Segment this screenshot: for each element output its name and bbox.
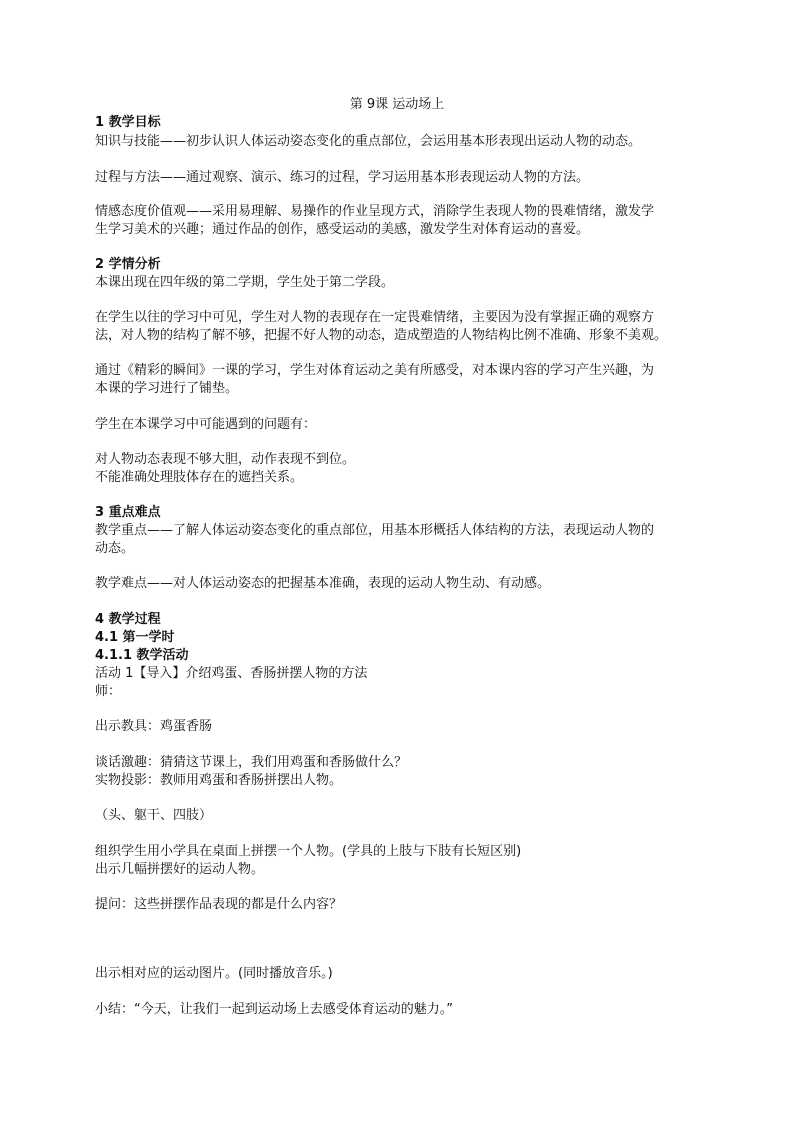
problem-item-2: 不能准确处理肢体存在的遮挡关系。 — [95, 470, 304, 485]
activity-line-summary: 小结：“今天，让我们一起到运动场上去感受体育运动的魅力。” — [95, 1002, 453, 1017]
activity-title: 活动 1【导入】介绍鸡蛋、香肠拼摆人物的方法 — [95, 666, 368, 681]
paragraph-key-point-line1: 教学重点——了解人体运动姿态变化的重点部位，用基本形概括人体结构的方法，表现运动人物的 — [95, 523, 655, 538]
paragraph-process-methods: 过程与方法——通过观察、演示、练习的过程，学习运用基本形表现运动人物的方法。 — [95, 170, 590, 185]
activity-line-projection: 实物投影：教师用鸡蛋和香肠拼摆出人物。 — [95, 773, 343, 788]
activity-line-talk: 谈话激趣：猜猜这节课上，我们用鸡蛋和香肠做什么？ — [95, 755, 408, 770]
paragraph-analysis-2-line1: 在学生以往的学习中可见，学生对人物的表现存在一定畏难情绪，主要因为没有掌握正确的观察方 — [95, 310, 655, 325]
paragraph-analysis-3-line1: 通过《精彩的瞬间》一课的学习，学生对体育运动之美有所感受，对本课内容的学习产生兴趣，为 — [95, 363, 655, 378]
activity-line-body-parts: （头、躯干、四肢） — [95, 808, 213, 823]
activity-line-show-examples: 出示几幅拼摆好的运动人物。 — [95, 862, 265, 877]
activity-line-student-arrange: 组织学生用小学具在桌面上拼摆一个人物。(学具的上肢与下肢有长短区别) — [95, 844, 522, 859]
paragraph-emotion-line1: 情感态度价值观——采用易理解、易操作的作业呈现方式，消除学生表现人物的畏难情绪，激发学 — [95, 204, 655, 219]
activity-line-question: 提问：这些拼摆作品表现的都是什么内容？ — [95, 897, 343, 912]
section-heading-process: 4 教学过程 — [95, 612, 161, 627]
activity-line-show-pictures: 出示相对应的运动图片。(同时播放音乐。) — [95, 966, 333, 981]
section-heading-objectives: 1 教学目标 — [95, 115, 161, 130]
subsection-heading-activities: 4.1.1 教学活动 — [95, 648, 189, 663]
teacher-label: 师： — [95, 684, 122, 699]
paragraph-knowledge-skills: 知识与技能——初步认识人体运动姿态变化的重点部位，会运用基本形表现出运动人物的动态。 — [95, 134, 642, 149]
page-title: 第 9课 运动场上 — [349, 97, 445, 112]
paragraph-analysis-4: 学生在本课学习中可能遇到的问题有： — [95, 417, 317, 432]
paragraph-difficulty: 教学难点——对人体运动姿态的把握基本准确，表现的运动人物生动、有动感。 — [95, 576, 551, 591]
paragraph-analysis-2-line2: 法，对人物的结构了解不够，把握不好人物的动态，造成塑造的人物结构比例不准确、形象不美观。 — [95, 328, 668, 343]
section-heading-analysis: 2 学情分析 — [95, 257, 161, 272]
problem-item-1: 对人物动态表现不够大胆，动作表现不到位。 — [95, 452, 356, 467]
subsection-heading-lesson-1: 4.1 第一学时 — [95, 630, 175, 645]
section-heading-key-points: 3 重点难点 — [95, 505, 161, 520]
activity-line-teaching-aid: 出示教具：鸡蛋香肠 — [95, 719, 213, 734]
paragraph-analysis-3-line2: 本课的学习进行了铺垫。 — [95, 381, 239, 396]
paragraph-key-point-line2: 动态。 — [95, 541, 135, 556]
paragraph-analysis-1: 本课出现在四年级的第二学期，学生处于第二学段。 — [95, 275, 395, 290]
paragraph-emotion-line2: 生学习美术的兴趣；通过作品的创作，感受运动的美感，激发学生对体育运动的喜爱。 — [95, 222, 590, 237]
